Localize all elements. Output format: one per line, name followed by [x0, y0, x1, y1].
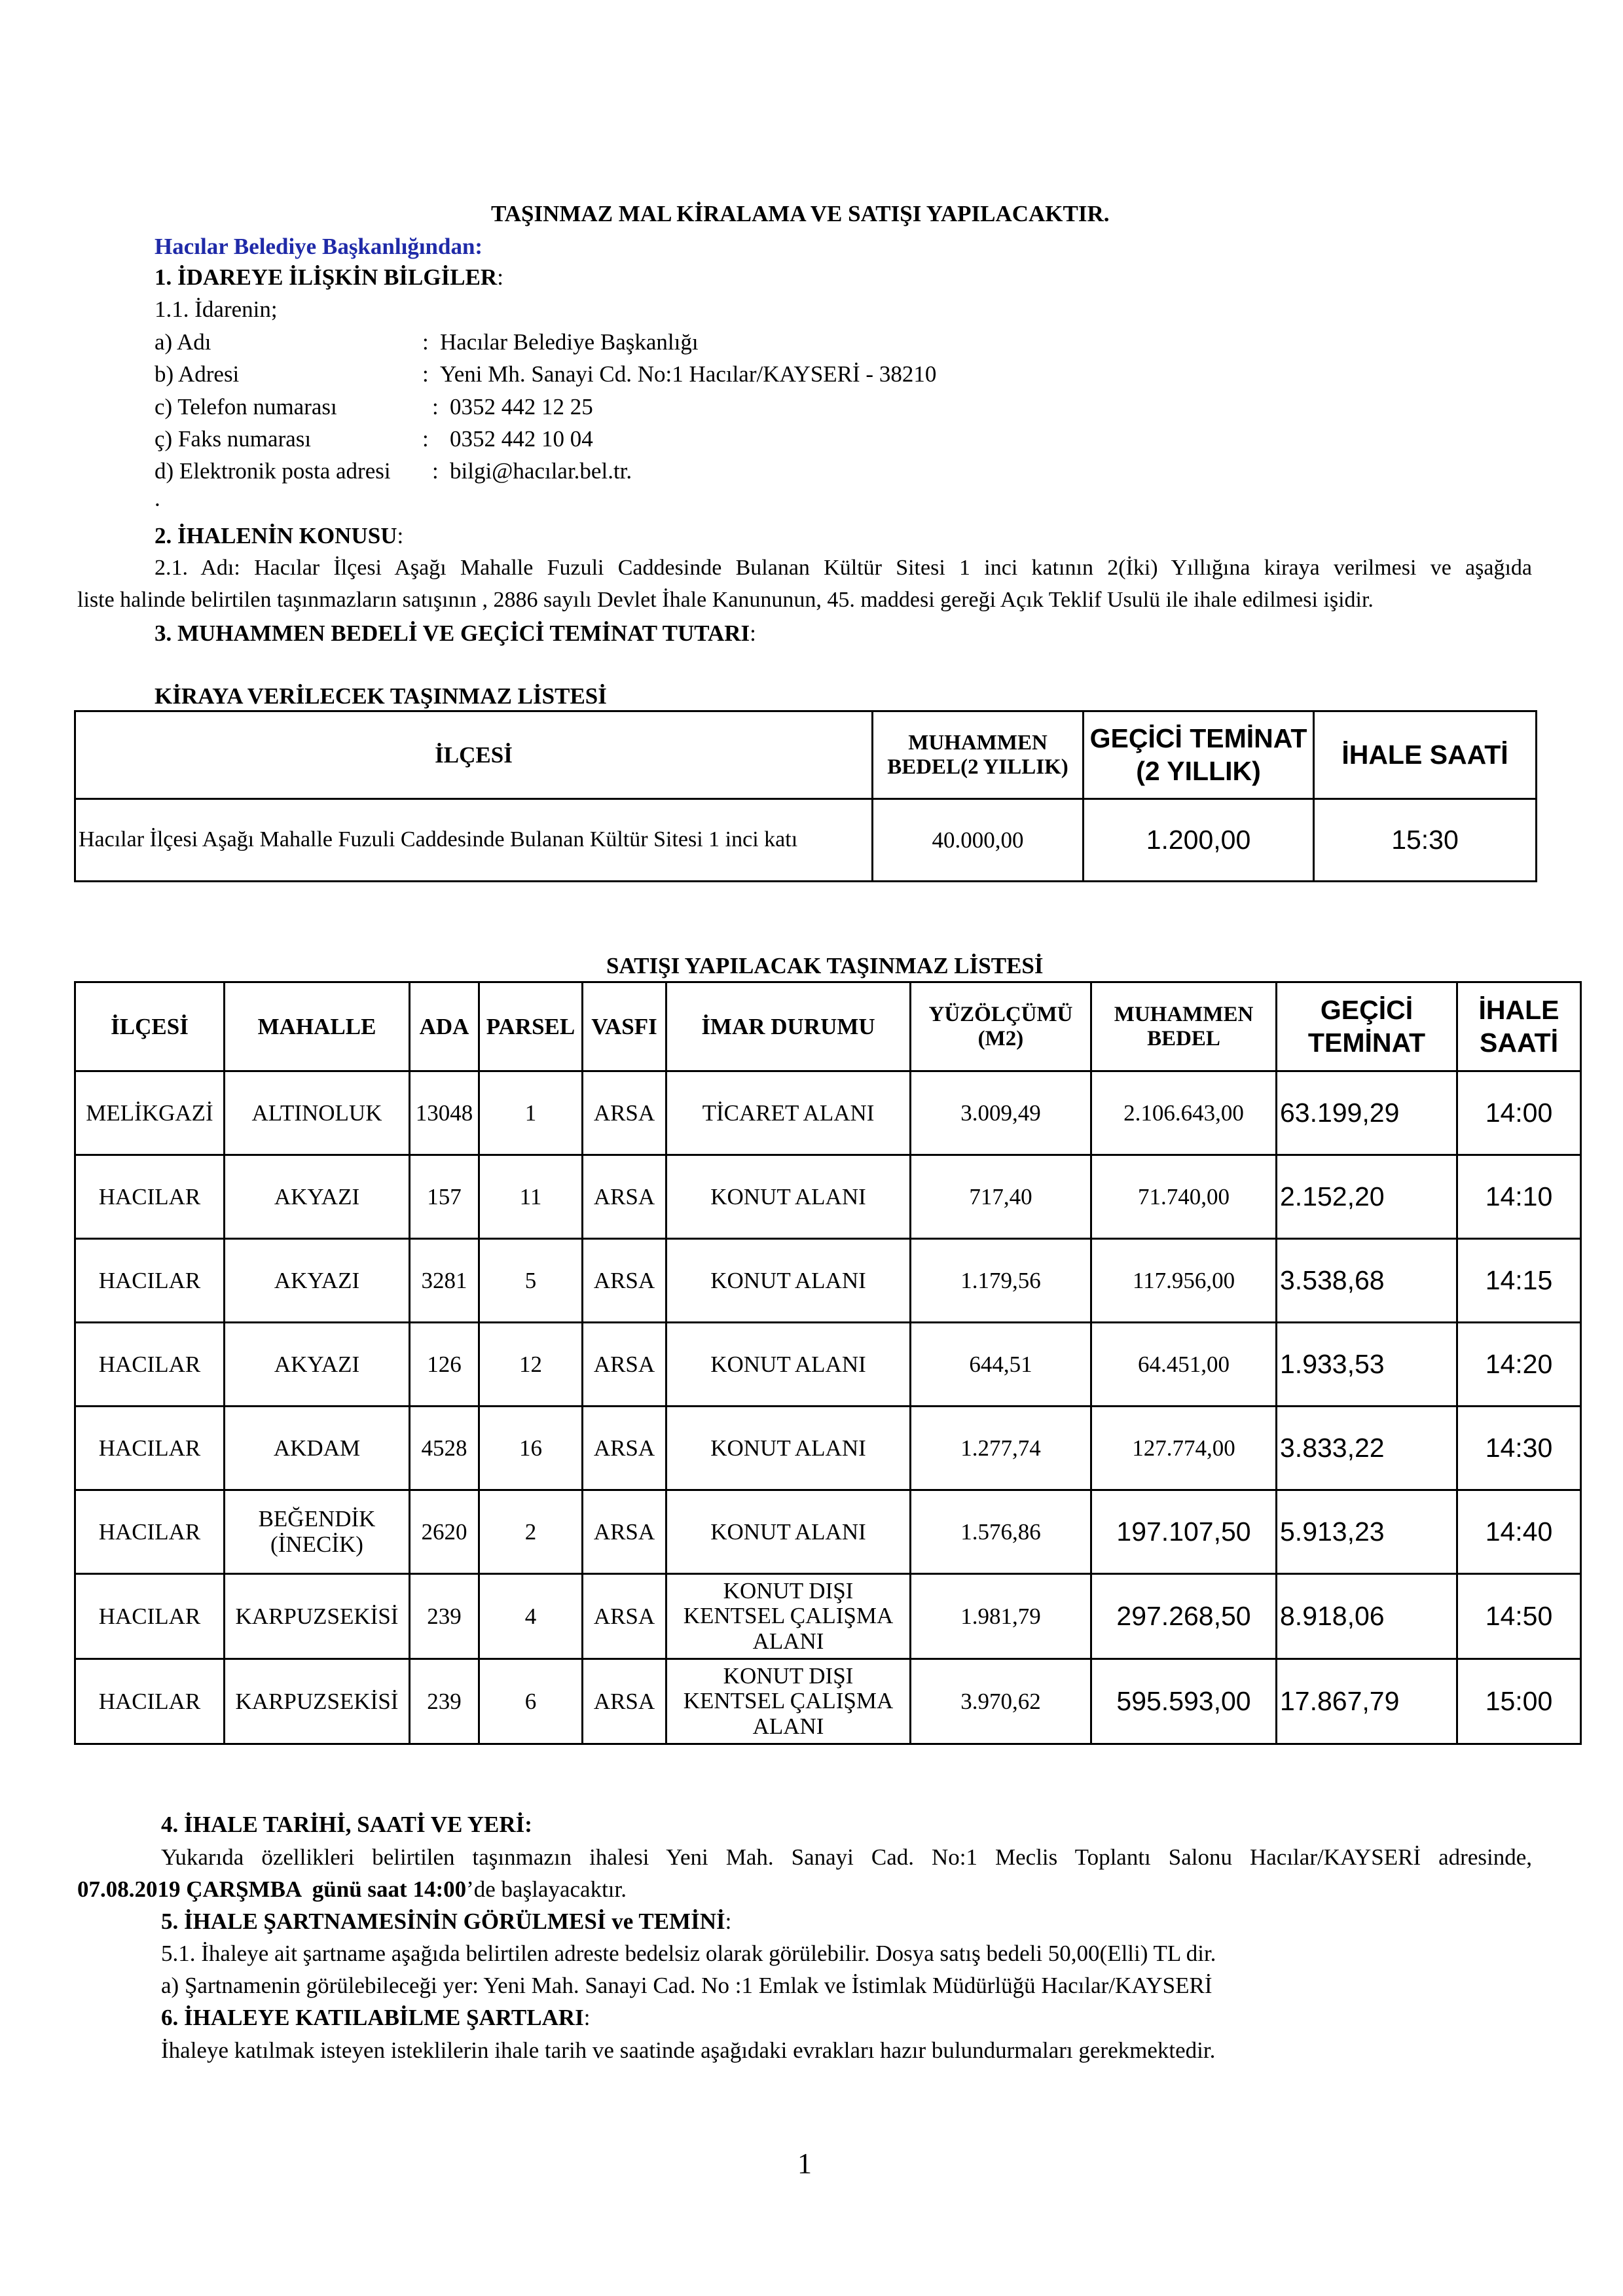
- sale-cell-parsel: 5: [479, 1239, 583, 1323]
- sale-cell-ilce: HACILAR: [75, 1323, 225, 1407]
- contact-row-phone-value: 0352 442 12 25: [450, 394, 593, 420]
- sale-cell-muhammen: 117.956,00: [1091, 1239, 1277, 1323]
- sale-cell-vasfi: ARSA: [583, 1239, 666, 1323]
- section5-heading-text: 5. İHALE ŞARTNAMESİNİN GÖRÜLMESİ ve TEMİNİ: [161, 1909, 725, 1934]
- sale-cell-yuzolcumu: 3.009,49: [911, 1071, 1091, 1155]
- sale-cell-yuzolcumu: 1.179,56: [911, 1239, 1091, 1323]
- sale-cell-teminat: 2.152,20: [1277, 1155, 1457, 1239]
- section1-heading-text: 1. İDAREYE İLİŞKİN BİLGİLER: [155, 264, 498, 290]
- section5-line2: a) Şartnamenin görülebileceği yer: Yeni Mah. Sanayi Cad. No :1 Emlak ve İstimlak Müdürlüğü Hacılar/KAYSERİ: [161, 1973, 1213, 1998]
- sale-header-saat: İHALE SAATİ: [1457, 982, 1581, 1071]
- sale-cell-saat: 14:15: [1457, 1239, 1581, 1323]
- rent-cell-ilce: Hacılar İlçesi Aşağı Mahalle Fuzuli Caddesinde Bulanan Kültür Sitesi 1 inci katı: [75, 799, 873, 882]
- sale-cell-vasfi: ARSA: [583, 1407, 666, 1490]
- sale-cell-ada: 4528: [410, 1407, 479, 1490]
- sale-cell-saat: 14:40: [1457, 1490, 1581, 1574]
- section6-line1: İhaleye katılmak isteyen isteklilerin ihale tarih ve saatinde aşağıdaki evrakları hazır bulundurmaları gerekmektedir.: [161, 2037, 1216, 2063]
- section2-heading-text: 2. İHALENİN KONUSU: [155, 523, 397, 548]
- sale-cell-mahalle: AKYAZI: [225, 1239, 410, 1323]
- sale-cell-teminat: 3.538,68: [1277, 1239, 1457, 1323]
- sale-cell-parsel: 11: [479, 1155, 583, 1239]
- sale-header-imar: İMAR DURUMU: [666, 982, 911, 1071]
- table-row: [75, 1239, 1581, 1323]
- sale-cell-muhammen: 2.106.643,00: [1091, 1071, 1277, 1155]
- sale-cell-imar: KONUT DIŞI KENTSEL ÇALIŞMA ALANI: [666, 1659, 911, 1744]
- sale-cell-ada: 126: [410, 1323, 479, 1407]
- sale-header-teminat: GEÇİCİ TEMİNAT: [1277, 982, 1457, 1071]
- sale-cell-ilce: HACILAR: [75, 1155, 225, 1239]
- sale-cell-saat: 15:00: [1457, 1659, 1581, 1744]
- section2-line1: 2.1. Adı: Hacılar İlçesi Aşağı Mahalle Fuzuli Caddesinde Bulanan Kültür Sitesi 1 inci katının 2(İki) Yıllığına kiraya verilmesi ve aşağıda: [155, 556, 1532, 580]
- rent-cell-teminat: 1.200,00: [1084, 799, 1314, 882]
- sale-table: [74, 981, 1582, 1745]
- sale-cell-vasfi: ARSA: [583, 1574, 666, 1659]
- sale-cell-teminat: 8.918,06: [1277, 1574, 1457, 1659]
- contact-row-phone-sep: :: [432, 394, 439, 420]
- section1-dot: .: [155, 486, 160, 511]
- contact-row-name-label: a) Adı: [155, 329, 211, 355]
- sale-table-header-row: [75, 982, 1581, 1071]
- sale-header-parsel: PARSEL: [479, 982, 583, 1071]
- sale-cell-muhammen: 297.268,50: [1091, 1574, 1277, 1659]
- sale-cell-parsel: 1: [479, 1071, 583, 1155]
- page-number: 1: [797, 2147, 812, 2179]
- contact-row-fax-label: ç) Faks numarası: [155, 426, 312, 452]
- sale-cell-yuzolcumu: 3.970,62: [911, 1659, 1091, 1744]
- issuer-line: Hacılar Belediye Başkanlığından:: [155, 234, 483, 259]
- rent-table-header-row: [75, 711, 1537, 799]
- section5-heading: [161, 1908, 731, 1935]
- contact-row-fax-value: 0352 442 10 04: [450, 426, 593, 452]
- sale-cell-teminat: 17.867,79: [1277, 1659, 1457, 1744]
- sale-cell-teminat: 3.833,22: [1277, 1407, 1457, 1490]
- section4-heading: 4. İHALE TARİHİ, SAATİ VE YERİ:: [161, 1812, 532, 1837]
- rent-header-muhammen: MUHAMMEN BEDEL(2 YILLIK): [873, 711, 1084, 799]
- contact-row-name-value: Hacılar Belediye Başkanlığı: [440, 329, 699, 355]
- section4-line1: Yukarıda özellikleri belirtilen taşınmazın ihalesi Yeni Mah. Sanayi Cad. No:1 Meclis Toplantı Salonu Hacılar/KAYSERİ adresinde,: [161, 1844, 1532, 1870]
- rent-table-row: [75, 799, 1537, 882]
- sale-cell-parsel: 12: [479, 1323, 583, 1407]
- sale-cell-muhammen: 64.451,00: [1091, 1323, 1277, 1407]
- sale-cell-yuzolcumu: 1.277,74: [911, 1407, 1091, 1490]
- sale-cell-ilce: HACILAR: [75, 1490, 225, 1574]
- sale-cell-mahalle: BEĞENDİK (İNECİK): [225, 1490, 410, 1574]
- sale-cell-imar: KONUT DIŞI KENTSEL ÇALIŞMA ALANI: [666, 1574, 911, 1659]
- sale-cell-parsel: 6: [479, 1659, 583, 1744]
- sale-cell-muhammen: 595.593,00: [1091, 1659, 1277, 1744]
- sale-cell-saat: 14:50: [1457, 1574, 1581, 1659]
- sale-cell-parsel: 16: [479, 1407, 583, 1490]
- sale-cell-yuzolcumu: 717,40: [911, 1155, 1091, 1239]
- sale-header-muhammen: MUHAMMEN BEDEL: [1091, 982, 1277, 1071]
- sale-cell-imar: KONUT ALANI: [666, 1239, 911, 1323]
- section1-sub: 1.1. İdarenin;: [155, 296, 278, 322]
- sale-cell-teminat: 1.933,53: [1277, 1323, 1457, 1407]
- table-row: [75, 1574, 1581, 1659]
- sale-cell-ilce: HACILAR: [75, 1407, 225, 1490]
- rent-table: [74, 710, 1537, 882]
- section2-heading-colon: :: [397, 523, 404, 548]
- sale-cell-ilce: HACILAR: [75, 1574, 225, 1659]
- rent-cell-muhammen: 40.000,00: [873, 799, 1084, 882]
- section3-heading-text: 3. MUHAMMEN BEDELİ VE GEÇİCİ TEMİNAT TUTARI: [155, 620, 750, 646]
- sale-cell-muhammen: 197.107,50: [1091, 1490, 1277, 1574]
- sale-cell-vasfi: ARSA: [583, 1155, 666, 1239]
- sale-cell-mahalle: AKYAZI: [225, 1155, 410, 1239]
- rent-header-ilce: İLÇESİ: [75, 711, 873, 799]
- contact-row-phone-label: c) Telefon numarası: [155, 394, 337, 420]
- sale-header-ilce: İLÇESİ: [75, 982, 225, 1071]
- section4-date-rest: ’de başlayacaktır.: [466, 1876, 627, 1902]
- sale-cell-saat: 14:30: [1457, 1407, 1581, 1490]
- rent-cell-saat: 15:30: [1314, 799, 1537, 882]
- sale-header-ada: ADA: [410, 982, 479, 1071]
- sale-cell-imar: KONUT ALANI: [666, 1490, 911, 1574]
- sale-cell-vasfi: ARSA: [583, 1071, 666, 1155]
- sale-cell-yuzolcumu: 1.576,86: [911, 1490, 1091, 1574]
- contact-row-address-value: Yeni Mh. Sanayi Cd. No:1 Hacılar/KAYSERİ - 38210: [440, 361, 937, 387]
- sale-cell-yuzolcumu: 644,51: [911, 1323, 1091, 1407]
- table-row: [75, 1407, 1581, 1490]
- section4-date-line: [77, 1876, 627, 1903]
- document-title: TAŞINMAZ MAL KİRALAMA VE SATIŞI YAPILACAKTIR.: [491, 201, 1110, 226]
- contact-row-address-label: b) Adresi: [155, 361, 240, 387]
- sale-cell-yuzolcumu: 1.981,79: [911, 1574, 1091, 1659]
- sale-cell-teminat: 63.199,29: [1277, 1071, 1457, 1155]
- section1-heading-colon: :: [497, 264, 503, 290]
- sale-cell-parsel: 4: [479, 1574, 583, 1659]
- contact-row-email-sep: :: [432, 458, 439, 484]
- sale-cell-imar: KONUT ALANI: [666, 1407, 911, 1490]
- sale-cell-teminat: 5.913,23: [1277, 1490, 1457, 1574]
- section5-heading-colon: :: [725, 1909, 732, 1934]
- table-row: [75, 1659, 1581, 1744]
- section5-line1: 5.1. İhaleye ait şartname aşağıda belirtilen adreste bedelsiz olarak görülebilir. Dosya satış bedeli 50,00(Elli) TL dir.: [161, 1941, 1216, 1966]
- sale-cell-mahalle: AKYAZI: [225, 1323, 410, 1407]
- sale-header-mahalle: MAHALLE: [225, 982, 410, 1071]
- rent-header-saat: İHALE SAATİ: [1314, 711, 1537, 799]
- sale-cell-ilce: MELİKGAZİ: [75, 1071, 225, 1155]
- section6-heading-colon: :: [583, 2005, 591, 2030]
- contact-row-address-sep: :: [422, 361, 429, 387]
- contact-row-fax-sep: :: [422, 426, 429, 452]
- contact-row-name-sep: :: [422, 329, 429, 355]
- sale-cell-ada: 157: [410, 1155, 479, 1239]
- sale-cell-ada: 239: [410, 1574, 479, 1659]
- sale-table-title: SATIŞI YAPILACAK TAŞINMAZ LİSTESİ: [606, 953, 1044, 978]
- sale-cell-muhammen: 71.740,00: [1091, 1155, 1277, 1239]
- section6-heading-text: 6. İHALEYE KATILABİLME ŞARTLARI: [161, 2005, 584, 2030]
- sale-cell-vasfi: ARSA: [583, 1659, 666, 1744]
- section2-heading: [155, 522, 403, 550]
- rent-header-teminat: GEÇİCİ TEMİNAT (2 YILLIK): [1084, 711, 1314, 799]
- section3-heading: [155, 620, 756, 647]
- table-row: [75, 1155, 1581, 1239]
- sale-header-yuzolcumu: YÜZÖLÇÜMÜ (M2): [911, 982, 1091, 1071]
- sale-cell-imar: KONUT ALANI: [666, 1323, 911, 1407]
- sale-cell-mahalle: KARPUZSEKİSİ: [225, 1574, 410, 1659]
- table-row: [75, 1323, 1581, 1407]
- sale-cell-ada: 3281: [410, 1239, 479, 1323]
- sale-header-vasfi: VASFI: [583, 982, 666, 1071]
- sale-cell-saat: 14:20: [1457, 1323, 1581, 1407]
- sale-cell-saat: 14:10: [1457, 1155, 1581, 1239]
- table-row: [75, 1490, 1581, 1574]
- sale-cell-saat: 14:00: [1457, 1071, 1581, 1155]
- contact-row-email-label: d) Elektronik posta adresi: [155, 458, 391, 484]
- sale-cell-muhammen: 127.774,00: [1091, 1407, 1277, 1490]
- sale-cell-parsel: 2: [479, 1490, 583, 1574]
- sale-cell-ada: 239: [410, 1659, 479, 1744]
- sale-cell-imar: TİCARET ALANI: [666, 1071, 911, 1155]
- sale-cell-ada: 2620: [410, 1490, 479, 1574]
- sale-cell-ilce: HACILAR: [75, 1239, 225, 1323]
- section6-heading: [161, 2004, 591, 2032]
- sale-cell-vasfi: ARSA: [583, 1323, 666, 1407]
- section3-heading-colon: :: [750, 620, 756, 646]
- section2-line2: liste halinde belirtilen taşınmazların satışının , 2886 sayılı Devlet İhale Kanununun, 45. maddesi gereği Açık Teklif Usulü ile ihale edilmesi işidir.: [77, 588, 1374, 612]
- rent-table-title: KİRAYA VERİLECEK TAŞINMAZ LİSTESİ: [155, 683, 607, 709]
- contact-row-email-value[interactable]: bilgi@hacılar.bel.tr.: [450, 458, 632, 484]
- sale-cell-vasfi: ARSA: [583, 1490, 666, 1574]
- section1-heading: [155, 264, 503, 291]
- sale-cell-imar: KONUT ALANI: [666, 1155, 911, 1239]
- section4-date: 07.08.2019 ÇARŞMBA günü saat 14:00: [77, 1876, 467, 1902]
- sale-cell-mahalle: KARPUZSEKİSİ: [225, 1659, 410, 1744]
- sale-cell-ilce: HACILAR: [75, 1659, 225, 1744]
- table-row: [75, 1071, 1581, 1155]
- sale-cell-mahalle: ALTINOLUK: [225, 1071, 410, 1155]
- sale-cell-mahalle: AKDAM: [225, 1407, 410, 1490]
- sale-cell-ada: 13048: [410, 1071, 479, 1155]
